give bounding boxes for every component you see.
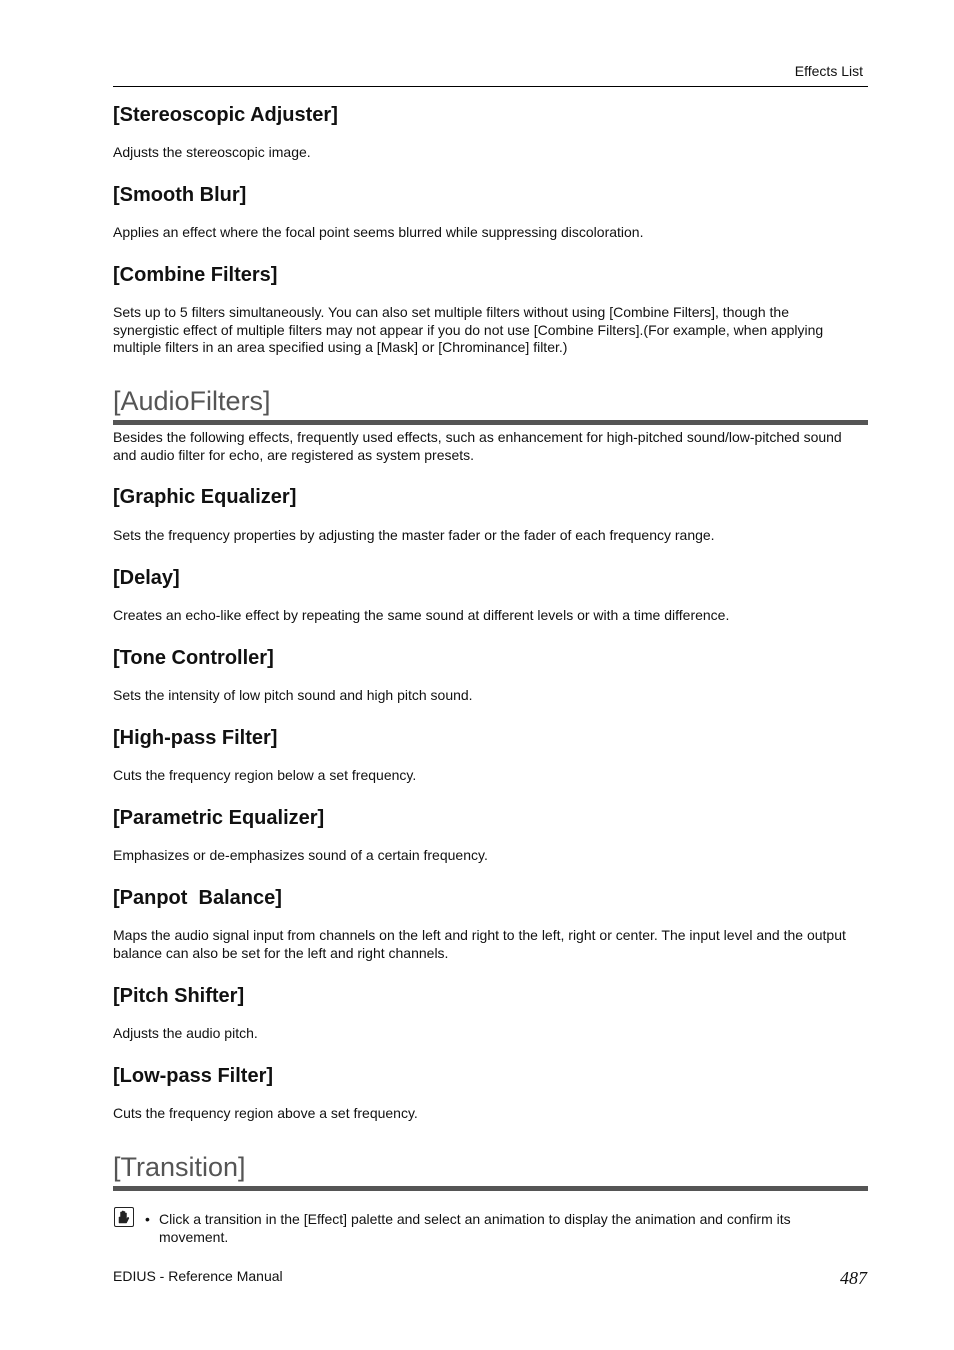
hand-note-icon (114, 1207, 134, 1227)
text-panpot-balance: Maps the audio signal input from channels on the left and right to the left, right or center. The input level and the output balance can also be set for the left and right channels. (113, 927, 846, 961)
heading-smooth-blur: [Smooth Blur] (113, 184, 247, 206)
text-tone-controller: Sets the intensity of low pitch sound and high pitch sound. (113, 687, 473, 703)
heading-parametric-equalizer: [Parametric Equalizer] (113, 807, 325, 829)
heading-low-pass-filter: [Low-pass Filter] (113, 1065, 274, 1087)
text-stereoscopic-adjuster: Adjusts the stereoscopic image. (113, 144, 311, 160)
footer-page-number: 487 (840, 1268, 867, 1288)
text-graphic-equalizer: Sets the frequency properties by adjusting the master fader or the fader of each frequency range. (113, 527, 715, 543)
note-bullet: • (145, 1211, 150, 1227)
heading-panpot-balance: [Panpot Balance] (113, 887, 282, 909)
text-high-pass-filter: Cuts the frequency region below a set frequency. (113, 767, 417, 783)
audio-filters-rule (113, 420, 868, 425)
text-combine-filters: Sets up to 5 filters simultaneously. You can also set multiple filters without using [Combine Filters], though the synergistic effect of multiple filters may not appear if you do not use [Combine Filters].(For example, when applying multiple filters in an area specified using a [Mask] or [Chrominance] filter.) (113, 304, 824, 355)
text-delay: Creates an echo-like effect by repeating the same sound at different levels or with a time difference. (113, 607, 730, 623)
header-rule (113, 86, 868, 87)
heading-combine-filters: [Combine Filters] (113, 264, 278, 286)
heading-audio-filters: [AudioFilters] (113, 386, 271, 416)
heading-transition: [Transition] (113, 1152, 246, 1182)
heading-delay: [Delay] (113, 567, 180, 589)
footer-manual-title: EDIUS - Reference Manual (113, 1268, 283, 1284)
text-transition-note: Click a transition in the [Effect] palette and select an animation to display the animation and confirm its movement. (159, 1211, 791, 1245)
text-low-pass-filter: Cuts the frequency region above a set frequency. (113, 1105, 418, 1121)
heading-stereoscopic-adjuster: [Stereoscopic Adjuster] (113, 104, 338, 126)
heading-high-pass-filter: [High-pass Filter] (113, 727, 278, 749)
text-pitch-shifter: Adjusts the audio pitch. (113, 1025, 258, 1041)
heading-pitch-shifter: [Pitch Shifter] (113, 985, 245, 1007)
text-parametric-equalizer: Emphasizes or de-emphasizes sound of a certain frequency. (113, 847, 488, 863)
heading-tone-controller: [Tone Controller] (113, 647, 274, 669)
transition-rule (113, 1186, 868, 1191)
heading-graphic-equalizer: [Graphic Equalizer] (113, 486, 297, 508)
text-audio-filters-intro: Besides the following effects, frequently used effects, such as enhancement for high-pitched sound/low-pitched sound and audio filter for echo, are registered as system presets. (113, 429, 842, 463)
header-section-label: Effects List (794, 63, 863, 79)
text-smooth-blur: Applies an effect where the focal point seems blurred while suppressing discoloration. (113, 224, 644, 240)
